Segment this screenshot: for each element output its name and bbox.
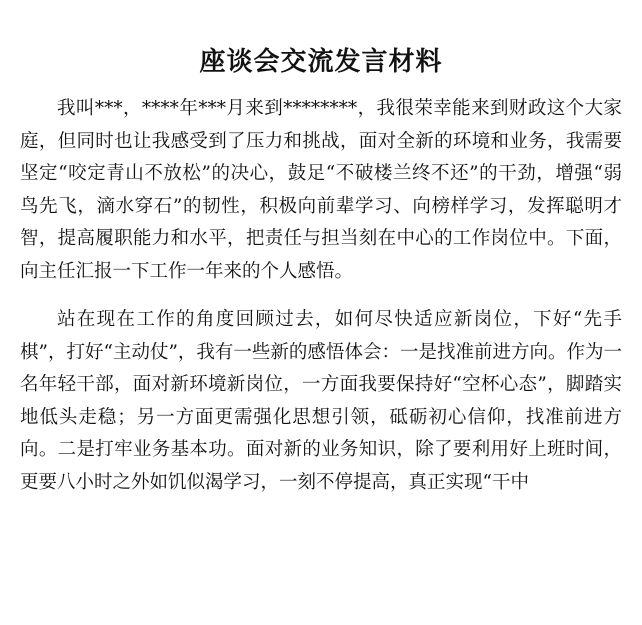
document-body bbox=[20, 93, 622, 499]
document-title: 座谈会交流发言材料 bbox=[199, 47, 443, 77]
paragraph-introduction: 我叫***，****年***月来到********，我很荣幸能来到财政这个大家庭，但同时也让我感受到了压力和挑战，面对全新的环境和业务，我需要坚定“咬定青山不放松”的决心，鼓足“不破楼兰终不还”的干劲，增强“弱鸟先飞，滴水穿石”的韧性，积极向前辈学习、向榜样学习，发挥聪明才智，提高履职能力和水平，把责任与担当刻在中心的工作岗位中。下面，向主任汇报一下工作一年来的个人感悟。 bbox=[20, 98, 622, 282]
paragraph-reflections: 站在现在工作的角度回顾过去，如何尽快适应新岗位，下好“先手棋”，打好“主动仗”，我有一些新的感悟体会：一是找准前进方向。作为一名年轻干部，面对新环境新岗位，一方面我要保持好“空杯心态”，脚踏实地低头走稳；另一方面更需强化思想引领，砥砺初心信仰，找准前进方向。二是打牢业务基本功。面对新的业务知识，除了要利用好上班时间，更要八小时之外如饥似渴学习，一刻不停提高，真正实现“干中 bbox=[20, 309, 622, 493]
